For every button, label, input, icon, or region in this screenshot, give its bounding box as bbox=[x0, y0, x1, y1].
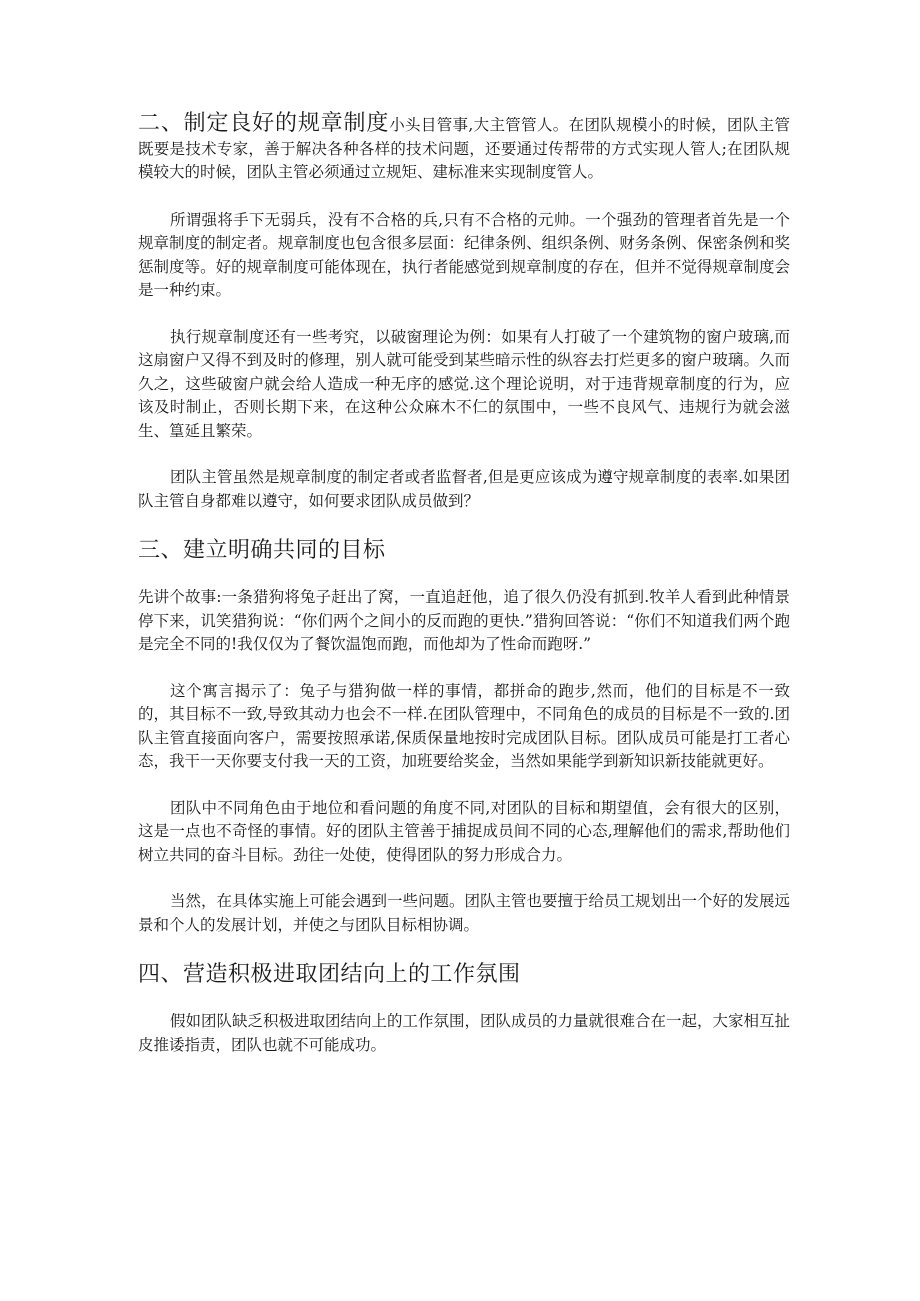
section4-heading: 四、营造积极进取团结向上的工作氛围 bbox=[138, 962, 521, 987]
section3-heading: 三、建立明确共同的目标 bbox=[138, 538, 386, 563]
section3-paragraph-2: 团队中不同角色由于地位和看问题的角度不同,对团队的目标和期望值，会有很大的区别，这是一点也不奇怪的事情。好的团队主管善于捕捉成员间不同的心态,理解他们的需求,帮助他们树立共同的奋斗目标。劲往一处使，使得团队的努力形成合力。 bbox=[138, 798, 790, 864]
section4-paragraph-1: 假如团队缺乏积极进取团结向上的工作氛围，团队成员的力量就很难合在一起，大家相互扯皮推诿指责，团队也就不可能成功。 bbox=[138, 1012, 791, 1054]
document-page bbox=[138, 112, 790, 1080]
section2-intro-text: 小头目管事,大主管管人。在团队规模小的时候，团队主管既要是技术专家，善于解决各种各样的技术问题，还要通过传帮带的方式实现人管人;在团队规模较大的时候，团队主管必须通过立规矩、建标准来实现制度管人。 bbox=[138, 116, 790, 181]
section3-paragraph-3: 当然，在具体实施上可能会遇到一些问题。团队主管也要擅于给员工规划出一个好的发展远景和个人的发展计划，并使之与团队目标相协调。 bbox=[138, 892, 791, 934]
section2-paragraph-1: 所谓强将手下无弱兵，没有不合格的兵,只有不合格的元帅。一个强劲的管理者首先是一个规章制度的制定者。规章制度也包含很多层面：纪律条例、组织条例、财务条例、保密条例和奖惩制度等。好的规章制度可能体现在，执行者能感觉到规章制度的存在，但并不觉得规章制度会是一种约束。 bbox=[138, 210, 790, 299]
section2-paragraph-3: 团队主管虽然是规章制度的制定者或者监督者,但是更应该成为遵守规章制度的表率.如果团队主管自身都难以遵守，如何要求团队成员做到？ bbox=[138, 468, 790, 510]
section3-story-paragraph: 先讲个故事:一条猎狗将兔子赶出了窝，一直追赶他，追了很久仍没有抓到.牧羊人看到此种情景停下来，讥笑猎狗说：“你们两个之间小的反而跑的更快.”猎狗回答说：“你们不知道我们两个跑是完全不同的!我仅仅为了餐饮温饱而跑，而他却为了性命而跑呀.” bbox=[138, 588, 790, 653]
section2-heading: 二、制定良好的规章制度 bbox=[138, 111, 390, 136]
section2-paragraph-2: 执行规章制度还有一些考究，以破窗理论为例：如果有人打破了一个建筑物的窗户玻璃,而这扇窗户又得不到及时的修理，别人就可能受到某些暗示性的纵容去打烂更多的窗户玻璃。久而久之，这些破窗户就会给人造成一种无序的感觉.这个理论说明，对于违背规章制度的行为，应该及时制止，否则长期下来，在这种公众麻木不仁的氛围中，一些不良风气、违规行为就会滋生、篁延且繁荣。 bbox=[138, 327, 790, 440]
section3-paragraph-1: 这个寓言揭示了：兔子与猎狗做一样的事情，都拼命的跑步,然而，他们的目标是不一致的，其目标不一致,导致其动力也会不一样.在团队管理中，不同角色的成员的目标是不一致的.团队主管直接面向客户，需要按照承诺,保质保量地按时完成团队目标。团队成员可能是打工者心态，我干一天你要支付我一天的工资，加班要给奖金，当然如果能学到新知识新技能就更好。 bbox=[138, 681, 790, 770]
section2-intro-paragraph bbox=[138, 112, 790, 185]
